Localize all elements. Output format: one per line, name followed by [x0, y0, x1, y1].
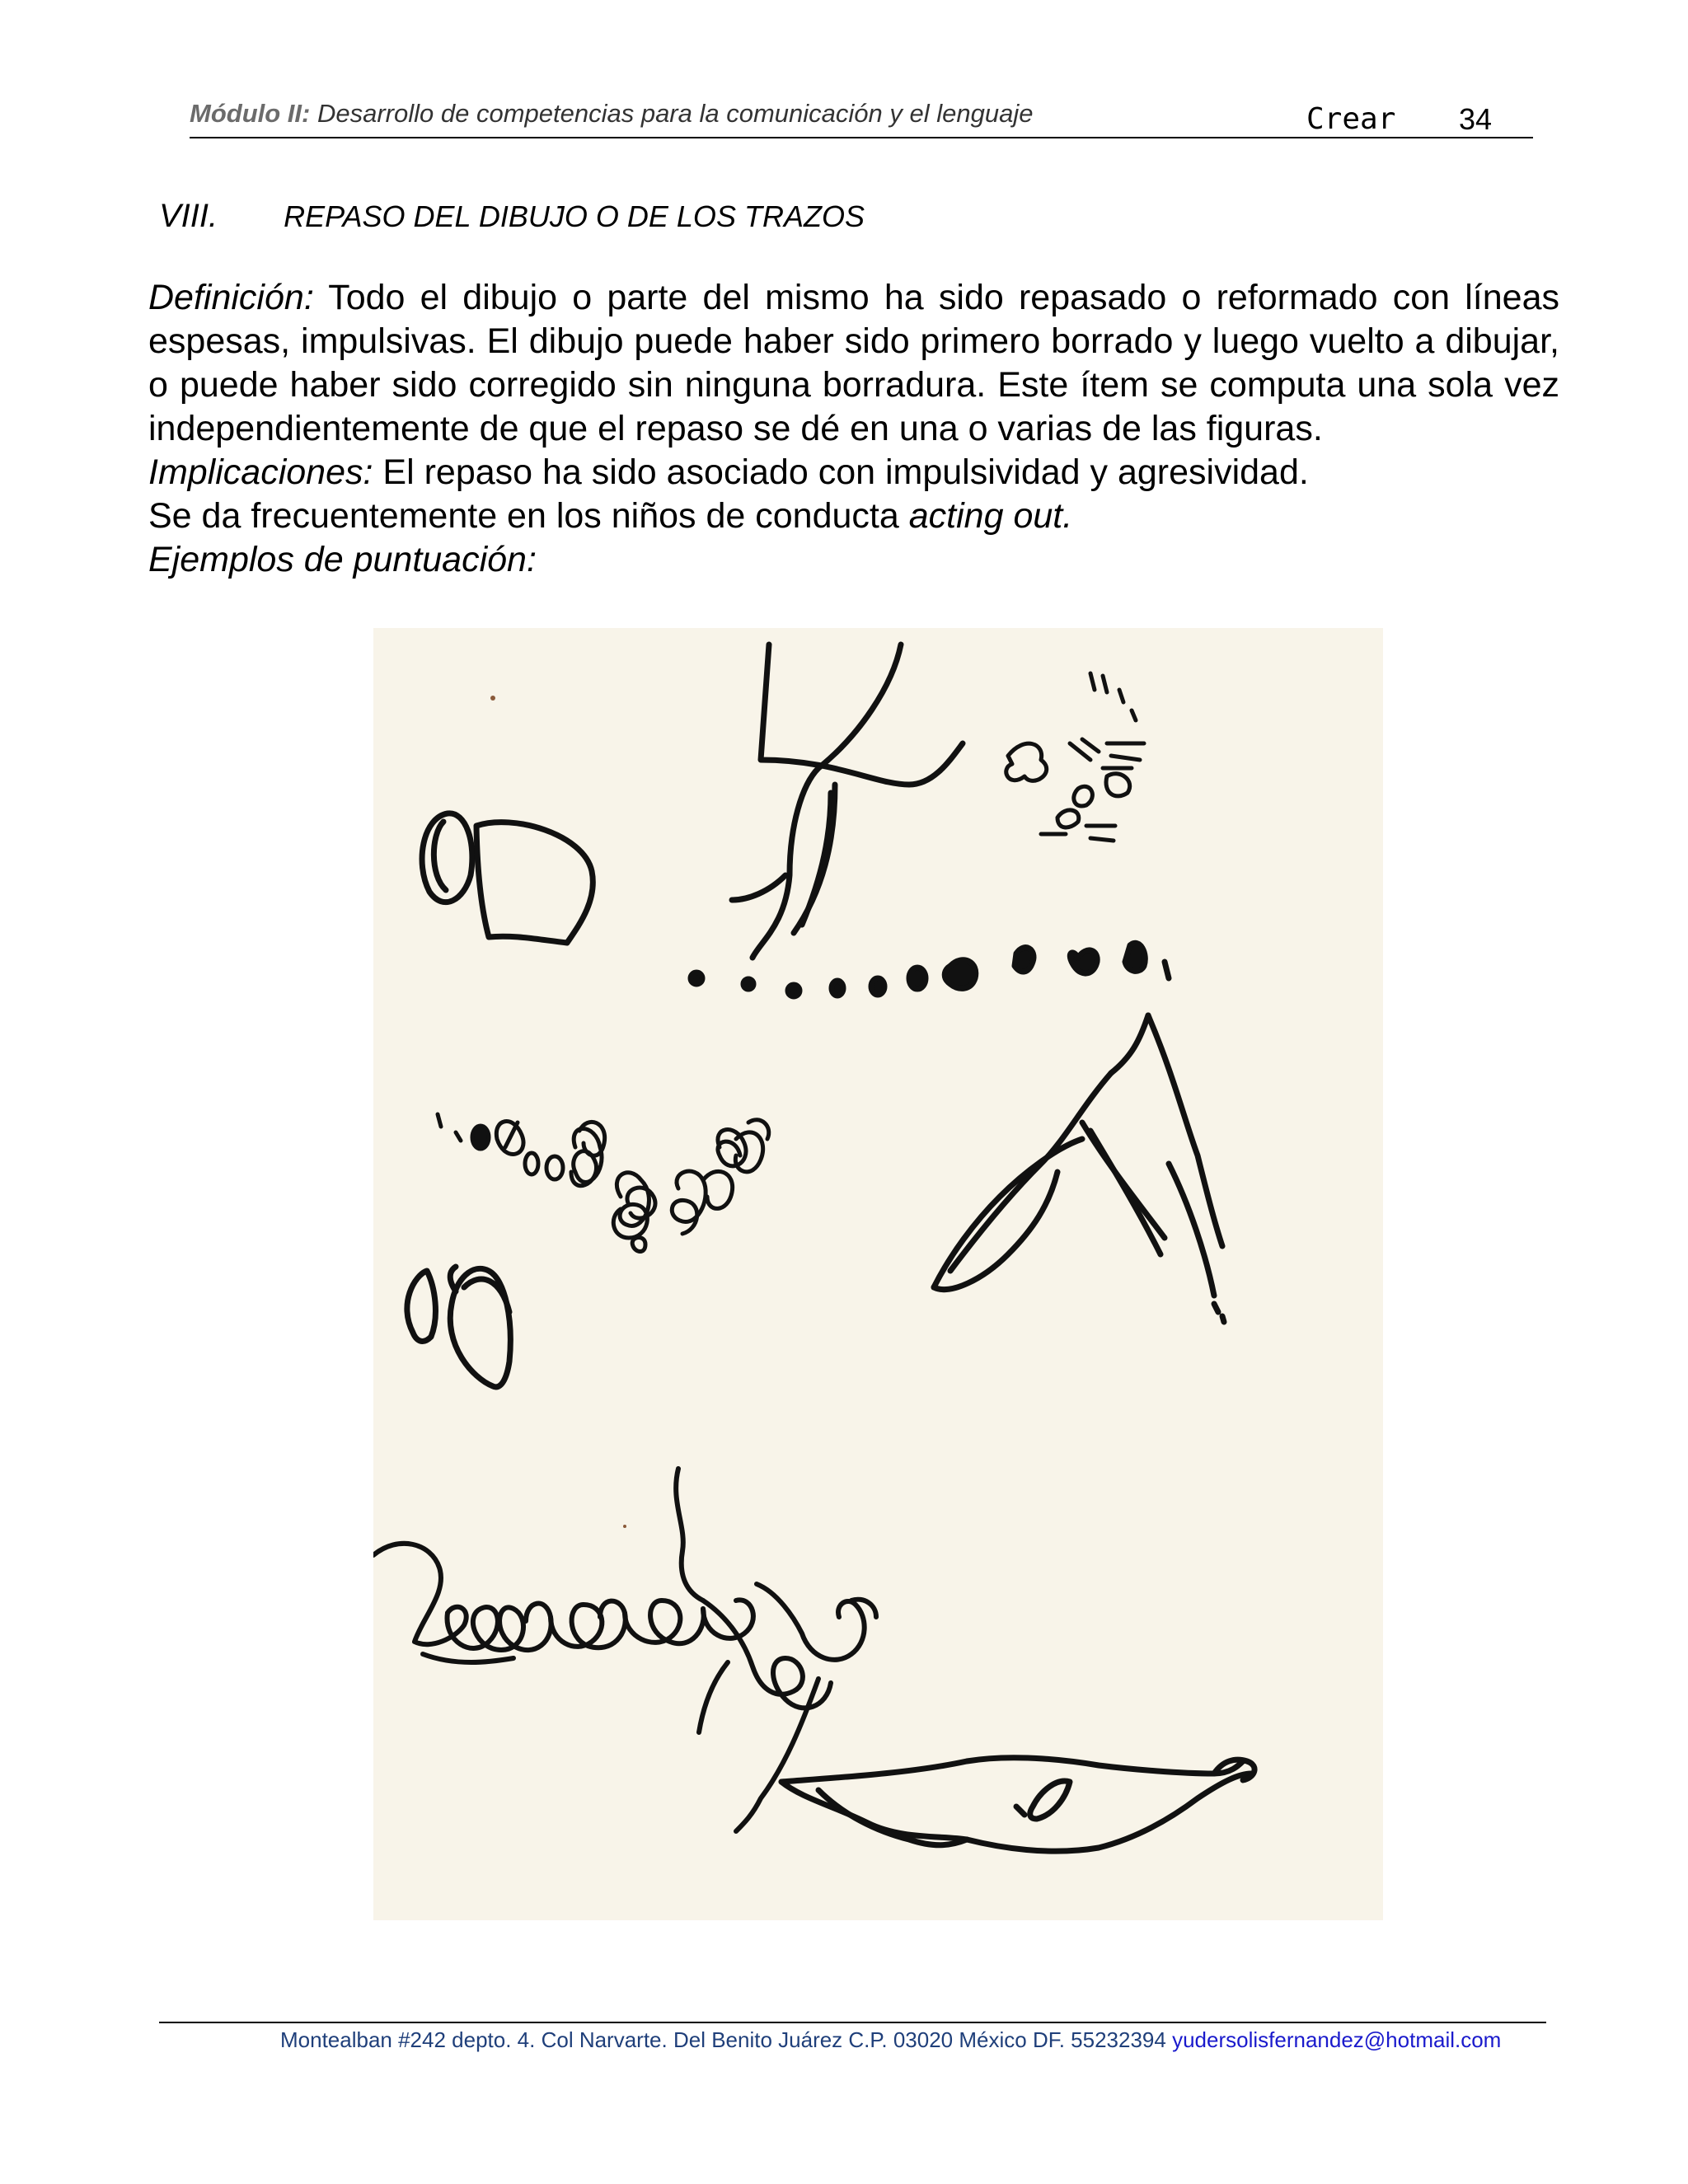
module-label: Módulo II:	[190, 99, 311, 128]
section-number: VIII.	[159, 198, 218, 234]
body-text	[148, 276, 1559, 582]
footer-email[interactable]: yudersolisfernandez@hotmail.com	[1172, 2027, 1502, 2052]
section-heading	[159, 198, 865, 235]
footer-address: Montealban #242 depto. 4. Col Narvarte. Del Benito Juárez C.P. 03020 México DF. 55232394	[280, 2027, 1166, 2052]
footer-divider	[159, 2022, 1546, 2023]
page-footer	[280, 2027, 1501, 2053]
implications-line2-emphasis: acting out.	[908, 496, 1073, 536]
definition-text: Todo el dibujo o parte del mismo ha sido repasado o reformado con líneas espesas, impulsivas. El dibujo puede haber sido primero borrado y luego vuelto a dibujar, o puede haber sido corregido sin ninguna borradura. Este ítem se computa una sola vez independientemente de que el repaso se dé en una o varias de las figuras.	[148, 278, 1560, 448]
brand-name: Crear	[1306, 102, 1396, 136]
implications-label: Implicaciones:	[148, 452, 373, 492]
page-number: 34	[1459, 102, 1493, 136]
module-title: Desarrollo de competencias para la comunicación y el lenguaje	[316, 99, 1034, 128]
definition-paragraph	[148, 276, 1559, 451]
implications-line2	[148, 494, 1559, 538]
module-heading	[190, 99, 1033, 129]
scoring-examples-drawing	[373, 628, 1383, 1920]
header-divider	[190, 137, 1533, 138]
implications-paragraph	[148, 451, 1559, 494]
page-header	[190, 92, 1533, 140]
section-title: REPASO DEL DIBUJO O DE LOS TRAZOS	[284, 199, 865, 233]
definition-label: Definición:	[148, 278, 314, 317]
examples-label: Ejemplos de puntuación:	[148, 540, 537, 579]
implications-text: El repaso ha sido asociado con impulsividad y agresividad.	[382, 452, 1309, 492]
implications-line2-prefix: Se da frecuentemente en los niños de conducta	[148, 496, 899, 536]
